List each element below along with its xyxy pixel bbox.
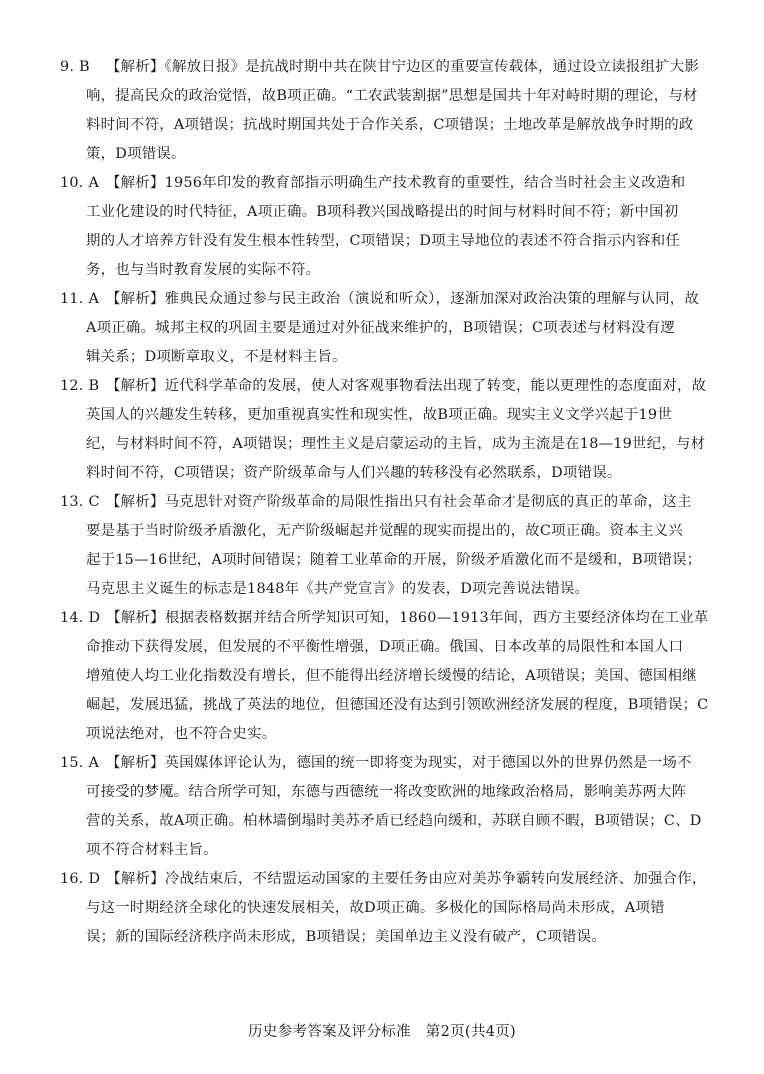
- item-text-line: 英国人的兴趣发生转移，更加重视真实性和现实性，故B项正确。现实主义文学兴起于19世: [86, 407, 672, 423]
- item-head-line: [60, 289, 699, 309]
- analysis-tag: 【解析】: [106, 378, 165, 394]
- item-text-line: 务，也与当时教育发展的实际不符。: [86, 262, 321, 278]
- item-number: 9. B: [60, 59, 90, 75]
- item-number: 11. A: [60, 291, 100, 307]
- item-head-line: [60, 753, 692, 773]
- item-text-line: 增殖使人均工业化指数没有增长，但不能得出经济增长缓慢的结论，A项错误；美国、德国相继: [86, 668, 697, 684]
- item-head-line: [60, 608, 709, 628]
- item-text-line: 辑关系；D项断章取义，不是材料主旨。: [86, 349, 347, 365]
- analysis-tag: 【解析】: [106, 175, 165, 191]
- item-head-line: [60, 57, 699, 77]
- item-text-line: 崛起，发展迅猛，挑战了英法的地位，但德国还没有达到引领欧洲经济发展的程度，B项错误；C: [86, 697, 709, 713]
- item-text-line: 营的关系，故A项正确。柏林墙倒塌时美苏矛盾已经趋向缓和，苏联自顾不暇，B项错误；C、D: [86, 813, 702, 829]
- item-text-line: 英国媒体评论认为，德国的统一即将变为现实，对于德国以外的世界仍然是一场不: [164, 755, 692, 771]
- item-text-line: 起于15—16世纪，A项时间错误；随着工业革命的开展，阶级矛盾激化而不是缓和，B项错误；: [86, 552, 702, 568]
- item-text-line: 响，提高民众的政治觉悟，故B项正确。“工农武装割据”思想是国共十年对峙时期的理论，与材: [86, 88, 698, 104]
- analysis-tag: 【解析】: [106, 755, 165, 771]
- item-number: 15. A: [60, 755, 100, 771]
- item-text-line: 工业化建设的时代特征，A项正确。B项科教兴国战略提出的时间与材料时间不符；新中国初: [86, 204, 679, 220]
- item-head-line: [60, 492, 692, 512]
- item-text-line: 与这一时期经济全球化的快速发展相关，故D项正确。多极化的国际格局尚未形成，A项错: [86, 900, 665, 916]
- item-text-line: 误；新的国际经济秩序尚未形成，B项错误；美国单边主义没有破产，C项错误。: [86, 929, 606, 945]
- item-number: 10. A: [60, 175, 100, 191]
- item-text-line: 项说法绝对，也不符合史实。: [86, 726, 277, 742]
- item-text-line: 可接受的梦魇。结合所学可知，东德与西德统一将改变欧洲的地缘政治格局，影响美苏两大阵: [86, 784, 687, 800]
- item-text-line: 马克思主义诞生的标志是1848年《共产党宣言》的发表，D项完善说法错误。: [86, 581, 590, 597]
- item-text-line: 策，D项错误。: [86, 146, 186, 162]
- item-text-line: 1956年印发的教育部指示明确生产技术教育的重要性，结合当时社会主义改造和: [164, 175, 686, 191]
- item-text-line: 料时间不符，C项错误；资产阶级革命与人们兴趣的转移没有必然联系，D项错误。: [86, 465, 622, 481]
- item-text-line: 项不符合材料主旨。: [86, 842, 218, 858]
- item-head-line: [60, 869, 707, 889]
- analysis-tag: 【解析】: [106, 610, 165, 626]
- item-text-line: 雅典民众通过参与民主政治（演说和听众），逐渐加深对政治决策的理解与认同，故: [164, 291, 700, 307]
- item-text-line: 近代科学革命的发展，使人对客观事物看法出现了转变，能以更理性的态度面对，故: [164, 378, 707, 394]
- analysis-tag: 【解析】: [106, 59, 165, 75]
- analysis-tag: 【解析】: [106, 494, 165, 510]
- item-text-line: 纪，与材料时间不符，A项错误；理性主义是启蒙运动的主旨，成为主流是在18—19世纪，与材: [86, 436, 706, 452]
- item-text-line: 要是基于当时阶级矛盾激化，无产阶级崛起并觉醒的现实而提出的，故C项正确。资本主义兴: [86, 523, 683, 539]
- item-text-line: 冷战结束后，不结盟运动国家的主要任务由应对美苏争霸转向发展经济、加强合作，: [164, 871, 707, 887]
- item-number: 13. C: [60, 494, 100, 510]
- item-head-line: [60, 376, 706, 396]
- item-text-line: 命推动下获得发展，但发展的不平衡性增强，D项正确。俄国、日本改革的局限性和本国人口: [86, 639, 684, 655]
- item-text-line: 根据表格数据并结合所学知识可知，1860—1913年间，西方主要经济体均在工业革: [164, 610, 709, 626]
- item-number: 14. D: [60, 610, 101, 626]
- item-number: 12. B: [60, 378, 100, 394]
- item-number: 16. D: [60, 871, 101, 887]
- analysis-tag: 【解析】: [106, 871, 165, 887]
- item-text-line: 《解放日报》是抗战时期中共在陕甘宁边区的重要宣传载体，通过设立读报组扩大影: [164, 59, 700, 75]
- item-text-line: A项正确。城邦主权的巩固主要是通过对外征战来维护的，B项错误；C项表述与材料没有逻: [86, 320, 676, 336]
- analysis-tag: 【解析】: [106, 291, 165, 307]
- page-footer: 历史参考答案及评分标准 第2页(共4页): [247, 1024, 517, 1040]
- item-head-line: [60, 173, 685, 193]
- item-text-line: 马克思针对资产阶级革命的局限性指出只有社会革命才是彻底的真正的革命，这主: [164, 494, 692, 510]
- item-text-line: 料时间不符，A项错误；抗战时期国共处于合作关系，C项错误；土地改革是解放战争时期的政: [86, 117, 694, 133]
- item-text-line: 期的人才培养方针没有发生根本性转型，C项错误；D项主导地位的表述不符合指示内容和任: [86, 233, 681, 249]
